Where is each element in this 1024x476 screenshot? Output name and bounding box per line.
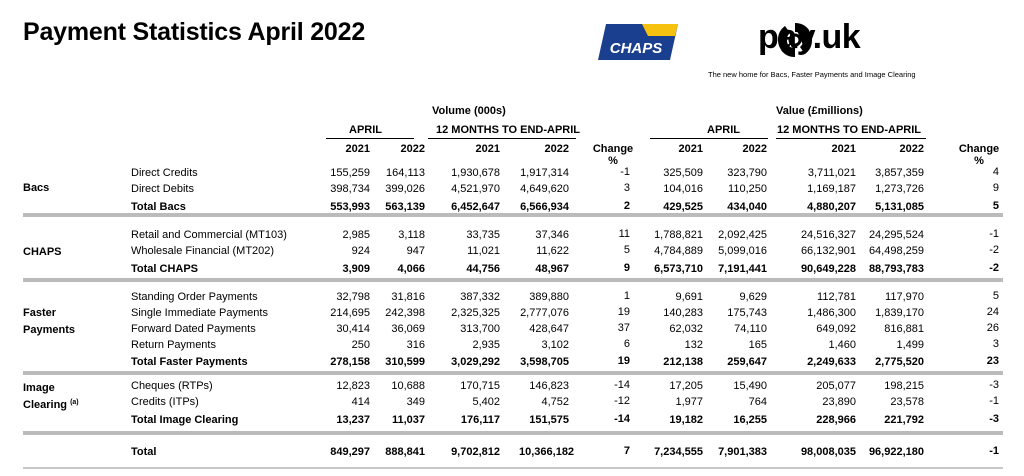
value-change-cell: 26: [986, 322, 999, 334]
value-cell: 434,040: [727, 201, 767, 213]
volume-cell: 6,566,934: [520, 201, 569, 213]
payuk-logo-text: pay.uk: [758, 18, 861, 56]
val-12m-2022-header: 2022: [899, 143, 924, 155]
value-cell: 429,525: [663, 201, 703, 213]
volume-cell: 2,777,076: [520, 307, 569, 319]
value-cell: 90,649,228: [800, 263, 856, 275]
volume-change-cell: -12: [614, 395, 630, 407]
value-cell: 104,016: [663, 183, 703, 195]
volume-april-header: APRIL: [349, 124, 382, 136]
value-change-cell: -3: [989, 413, 999, 425]
volume-cell: 37,346: [535, 229, 569, 241]
volume-cell: 10,688: [391, 380, 425, 392]
bacs-rule: [23, 213, 1003, 217]
value-cell: 66,132,901: [800, 245, 856, 257]
volume-change-cell: 19: [617, 355, 630, 367]
volume-cell: 924: [351, 245, 370, 257]
val-april-2022-header: 2022: [742, 143, 767, 155]
volume-cell: 170,715: [460, 380, 500, 392]
value-april-header: APRIL: [707, 124, 740, 136]
volume-cell: 48,967: [535, 263, 569, 275]
volume-header: Volume (000s): [432, 105, 506, 117]
val-change-pct: %: [974, 155, 984, 167]
volume-change-cell: 7: [623, 445, 630, 457]
volume-cell: 399,026: [385, 183, 425, 195]
value-cell: 23,578: [890, 396, 924, 408]
volume-cell: 4,752: [541, 396, 569, 408]
value-cell: 1,499: [896, 339, 924, 351]
vol-april-2022-header: 2022: [400, 143, 425, 155]
volume-change-cell: 19: [617, 306, 630, 318]
value-cell: 62,032: [669, 323, 703, 335]
volume-cell: 4,066: [397, 263, 425, 275]
volume-cell: 3,118: [398, 229, 425, 241]
volume-cell: 32,798: [336, 291, 370, 303]
volume-cell: 4,649,620: [520, 183, 569, 195]
value-cell: 1,486,300: [807, 307, 856, 319]
value-cell: 24,516,327: [800, 229, 856, 241]
volume-cell: 155,259: [330, 167, 370, 179]
volume-change-cell: -14: [614, 413, 630, 425]
row-label: Total Image Clearing: [131, 414, 239, 426]
volume-cell: 31,816: [391, 291, 425, 303]
value-cell: 1,273,726: [875, 183, 924, 195]
row-label: Total: [131, 446, 157, 458]
volume-cell: 146,823: [529, 380, 569, 392]
group-faster-line1: Faster: [23, 307, 57, 319]
volume-cell: 3,909: [342, 263, 370, 275]
value-cell: 88,793,783: [868, 263, 924, 275]
image-clearing-footnote: (a): [70, 399, 79, 406]
volume-cell: 398,734: [330, 183, 370, 195]
value-cell: 96,922,180: [868, 446, 924, 458]
volume-cell: 176,117: [460, 414, 500, 426]
value-cell: 5,099,016: [718, 245, 767, 257]
value-april-underline: [650, 138, 768, 139]
row-label: Credits (ITPs): [131, 396, 199, 408]
value-12months-header: 12 MONTHS TO END-APRIL: [777, 124, 922, 136]
faster-rule: [23, 371, 1003, 375]
volume-cell: 3,029,292: [451, 356, 500, 368]
value-cell: 110,250: [728, 183, 767, 195]
value-cell: 7,234,555: [654, 446, 703, 458]
value-cell: 816,881: [884, 323, 924, 335]
volume-change-cell: 6: [623, 338, 630, 350]
value-cell: 3,857,359: [875, 167, 924, 179]
value-change-cell: -2: [989, 262, 999, 274]
value-change-cell: 4: [992, 166, 999, 178]
value-cell: 649,092: [816, 323, 856, 335]
value-cell: 198,215: [884, 380, 924, 392]
value-cell: 1,169,187: [807, 183, 856, 195]
volume-cell: 6,452,647: [451, 201, 500, 213]
vol-change-header: Change: [592, 143, 634, 155]
row-label: Total CHAPS: [131, 263, 199, 275]
value-header: Value (£millions): [776, 105, 863, 117]
value-cell: 7,901,383: [718, 446, 767, 458]
value-cell: 165: [748, 339, 767, 351]
value-change-cell: 24: [986, 306, 999, 318]
volume-change-cell: 37: [617, 322, 630, 334]
bottom-rule: [23, 467, 1003, 469]
volume-cell: 316: [406, 339, 425, 351]
vol-12m-2022-header: 2022: [544, 143, 569, 155]
volume-cell: 11,021: [467, 245, 500, 257]
volume-cell: 44,756: [466, 263, 500, 275]
value-change-cell: 5: [992, 290, 999, 302]
volume-change-cell: 1: [623, 290, 630, 302]
value-cell: 19,182: [669, 414, 703, 426]
group-image-line1: Image: [23, 382, 55, 394]
value-cell: 5,131,085: [875, 201, 924, 213]
row-label: Single Immediate Payments: [131, 307, 268, 319]
image-rule: [23, 431, 1003, 435]
vol-change-pct: %: [608, 155, 618, 167]
group-chaps: CHAPS: [23, 246, 62, 258]
value-cell: 6,573,710: [654, 263, 703, 275]
value-change-cell: 3: [992, 338, 999, 350]
value-cell: 15,490: [733, 380, 767, 392]
volume-cell: 947: [406, 245, 425, 257]
volume-cell: 553,993: [330, 201, 370, 213]
volume-cell: 3,598,705: [520, 356, 569, 368]
volume-cell: 414: [351, 396, 370, 408]
volume-cell: 2,325,325: [451, 307, 500, 319]
value-cell: 74,110: [734, 323, 767, 335]
row-label: Cheques (RTPs): [131, 380, 213, 392]
row-label: Direct Credits: [131, 167, 198, 179]
volume-cell: 2,935: [472, 339, 500, 351]
value-12m-underline: [776, 138, 926, 139]
volume-cell: 428,647: [529, 323, 569, 335]
value-cell: 1,460: [828, 339, 856, 351]
row-label: Forward Dated Payments: [131, 323, 256, 335]
volume-cell: 11,622: [536, 245, 569, 257]
value-cell: 325,509: [663, 167, 703, 179]
volume-april-underline: [326, 138, 414, 139]
row-label: Retail and Commercial (MT103): [131, 229, 287, 241]
value-change-cell: -1: [989, 445, 999, 457]
value-cell: 1,839,170: [875, 307, 924, 319]
group-faster-line2: Payments: [23, 324, 75, 336]
value-cell: 2,249,633: [807, 356, 856, 368]
value-cell: 1,788,821: [654, 229, 703, 241]
chaps-logo-text: CHAPS: [609, 40, 663, 57]
value-change-cell: 9: [992, 182, 999, 194]
value-cell: 764: [748, 396, 767, 408]
value-cell: 140,283: [663, 307, 703, 319]
group-bacs: Bacs: [23, 182, 50, 194]
value-cell: 205,077: [816, 380, 856, 392]
volume-change-cell: -1: [620, 166, 630, 178]
row-label: Direct Debits: [131, 183, 194, 195]
volume-change-cell: 3: [623, 182, 630, 194]
value-cell: 2,775,520: [875, 356, 924, 368]
value-cell: 17,205: [669, 380, 703, 392]
value-cell: 228,966: [816, 414, 856, 426]
value-cell: 4,784,889: [654, 245, 703, 257]
value-cell: 23,890: [822, 396, 856, 408]
chaps-rule: [23, 278, 1003, 282]
volume-cell: 5,402: [472, 396, 500, 408]
value-cell: 175,743: [727, 307, 767, 319]
value-cell: 7,191,441: [718, 263, 767, 275]
value-cell: 212,138: [663, 356, 703, 368]
value-cell: 117,970: [885, 291, 924, 303]
row-label: Return Payments: [131, 339, 216, 351]
chaps-logo: [598, 22, 680, 62]
volume-cell: 13,237: [336, 414, 370, 426]
value-cell: 9,691: [675, 291, 703, 303]
volume-cell: 30,414: [336, 323, 370, 335]
value-cell: 9,629: [739, 291, 767, 303]
volume-cell: 2,985: [342, 229, 370, 241]
volume-change-cell: -14: [614, 379, 630, 391]
volume-cell: 151,575: [529, 414, 569, 426]
volume-cell: 313,700: [460, 323, 500, 335]
volume-cell: 310,599: [385, 356, 425, 368]
volume-cell: 11,037: [391, 414, 425, 426]
value-cell: 2,092,425: [718, 229, 767, 241]
volume-cell: 4,521,970: [451, 183, 500, 195]
value-change-cell: -1: [989, 395, 999, 407]
vol-april-2021-header: 2021: [345, 143, 370, 155]
value-cell: 64,498,259: [868, 245, 924, 257]
vol-12m-2021-header: 2021: [475, 143, 500, 155]
value-change-cell: -1: [989, 228, 999, 240]
volume-cell: 563,139: [385, 201, 425, 213]
volume-cell: 1,930,678: [451, 167, 500, 179]
value-cell: 1,977: [675, 396, 703, 408]
volume-cell: 214,695: [330, 307, 370, 319]
value-cell: 221,792: [884, 414, 924, 426]
value-cell: 3,711,021: [807, 167, 856, 179]
volume-change-cell: 9: [623, 262, 630, 274]
val-april-2021-header: 2021: [678, 143, 703, 155]
tagline: The new home for Bacs, Faster Payments and Image Clearing: [708, 70, 916, 79]
row-label: Standing Order Payments: [131, 291, 258, 303]
group-image-line2: Clearing $^{(a)}$: [23, 399, 79, 411]
row-label: Wholesale Financial (MT202): [131, 245, 275, 257]
volume-cell: 164,113: [386, 167, 425, 179]
volume-cell: 1,917,314: [520, 167, 569, 179]
volume-change-cell: 11: [618, 228, 630, 240]
value-cell: 259,647: [727, 356, 767, 368]
volume-cell: 10,366,182: [519, 446, 575, 458]
value-cell: 4,880,207: [807, 201, 856, 213]
volume-cell: 389,880: [529, 291, 569, 303]
volume-cell: 250: [351, 339, 370, 351]
value-change-cell: -3: [989, 379, 999, 391]
volume-cell: 12,823: [336, 380, 370, 392]
volume-change-cell: 5: [623, 244, 630, 256]
volume-cell: 242,398: [385, 307, 425, 319]
val-12m-2021-header: 2021: [831, 143, 856, 155]
value-cell: 98,008,035: [800, 446, 856, 458]
page-title: Payment Statistics April 2022: [23, 18, 366, 46]
value-cell: 132: [684, 339, 703, 351]
row-label: Total Bacs: [131, 201, 186, 213]
value-change-cell: 5: [992, 200, 999, 212]
row-label: Total Faster Payments: [131, 356, 248, 368]
volume-cell: 387,332: [460, 291, 500, 303]
value-change-cell: 23: [986, 355, 999, 367]
volume-12months-header: 12 MONTHS TO END-APRIL: [436, 124, 581, 136]
volume-cell: 349: [406, 396, 425, 408]
volume-change-cell: 2: [623, 200, 630, 212]
val-change-header: Change: [958, 143, 1000, 155]
volume-12m-underline: [428, 138, 576, 139]
value-cell: 112,781: [817, 291, 856, 303]
volume-cell: 278,158: [330, 356, 370, 368]
value-change-cell: -2: [989, 244, 999, 256]
value-cell: 323,790: [727, 167, 767, 179]
value-cell: 16,255: [733, 414, 767, 426]
volume-cell: 849,297: [330, 446, 370, 458]
volume-cell: 9,702,812: [451, 446, 500, 458]
volume-cell: 888,841: [385, 446, 425, 458]
volume-cell: 36,069: [391, 323, 425, 335]
volume-cell: 33,735: [466, 229, 500, 241]
value-cell: 24,295,524: [868, 229, 924, 241]
volume-cell: 3,102: [541, 339, 569, 351]
